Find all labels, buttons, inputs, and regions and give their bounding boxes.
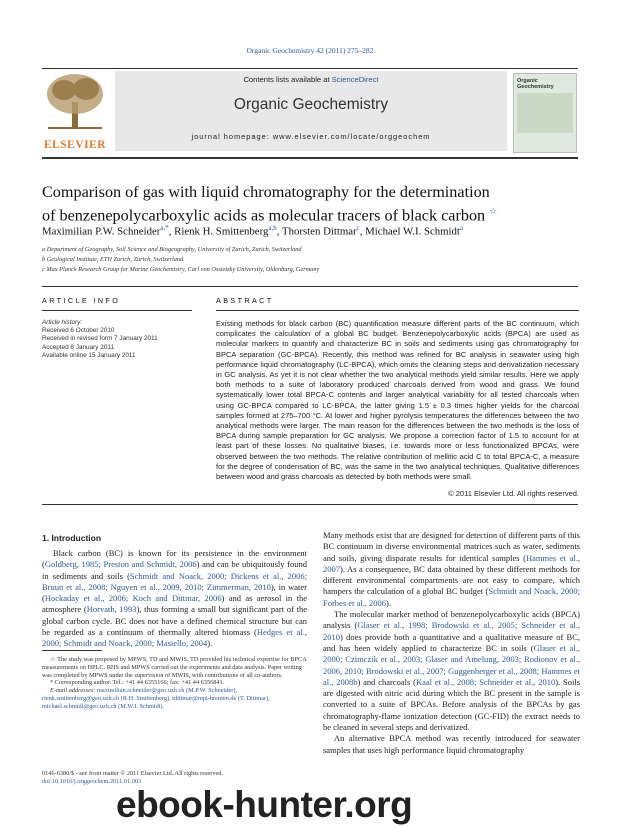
footnote-emails: E-mail addresses: maximilian.schneider@geo.uzh.ch (M.P.W. Schneider), rienk.smittenberg@geo.uzh.ch (R.H. Smittenberg), tdittmar@mpi-bremen.de (T. Dittmar), michael.schmidt@geo.uzh.ch (M.W.I. Schmidt). [42, 687, 270, 710]
citation-link[interactable]: Hedges et al., 2000; Schmidt and Noack, 2000; Masiello, 2004 [42, 627, 308, 649]
history-item: Received in revised form 7 January 2011 [42, 335, 158, 343]
intro-left-column [42, 548, 307, 650]
history-item: Accepted 8 January 2011 [42, 343, 115, 351]
affiliation-b: b Geological Institute, ETH Zurich, Zurich, Switzerland [42, 256, 184, 263]
publisher-logo-text: ELSEVIER [43, 139, 107, 151]
author-affiliation-mark[interactable]: a,* [160, 224, 169, 232]
history-label: Article history: [42, 319, 83, 326]
citation-link[interactable]: Glaser et al., 2000; Czimczik et al., 2003; Glaser and Amelung, 2003; Rodionov et al., 2006, 2010; Brodowski et al., 2007; Guggenberger et al., 2008; Hammes et al., 2008b [323, 642, 581, 687]
tree-icon [42, 72, 108, 132]
footnotes [42, 656, 307, 711]
journal-reference[interactable]: Organic Geochemistry 42 (2011) 275–282 [246, 46, 374, 55]
homepage-prefix: journal homepage: [191, 132, 273, 141]
citation-link[interactable]: Schmidt and Noack, 2000; Dickens et al., 2006; Bruun et al., 2008; Nguyen et al., 2009, 2010; Zimmerman, 2010 [42, 570, 307, 592]
journal-name: Organic Geochemistry [233, 96, 389, 113]
abstract-heading: ABSTRACT [216, 296, 274, 305]
info-divider [42, 310, 192, 311]
cover-image [517, 93, 573, 133]
citation-link[interactable]: Hockaday et al., 2006; Koch and Dittmar, 2006 [44, 593, 222, 604]
author-name: Maximilian P.W. Schneider [42, 225, 161, 238]
title-footnote-mark[interactable]: ☆ [489, 206, 498, 216]
journal-cover-thumbnail [513, 73, 577, 153]
elsevier-logo [42, 72, 108, 152]
issn-line: 0146-6380/$ - see front matter © 2011 Elsevier Ltd. All rights reserved. [42, 770, 223, 777]
history-item: Available online 15 January 2011 [42, 351, 136, 359]
title-line-2: of benzenepolycarboxylic acids as molecular tracers of black carbon ☆ [42, 206, 498, 225]
author-affiliation-mark[interactable]: a,b [268, 224, 277, 232]
intro-paragraph: Black carbon (BC) is known for its persistence in the environment (Goldberg, 1985; Preston and Schmidt, 2006) and can be ubiquitously found in sediments and soils (Schmidt and Noack, 2000; Dickens et al., 2006; Bruun et al., 2008; Nguyen et al., 2009, 2010; Zimmerman, 2010), in water (Hockaday et al., 2006; Koch and Dittmar, 2006) and as aerosol in the atmosphere (Horvath, 1993), thus forming a small but significant part of the global carbon cycle. BC does not have a defined chemical structure but can be regarded as a continuum of thermally altered biomass (Hedges et al., 2000; Schmidt and Noack, 2000; Masiello, 2004). [42, 548, 308, 649]
cover-title: Organic Geochemistry [517, 78, 554, 90]
intro-right-column [323, 530, 580, 756]
author-name: Rienk H. Smittenberg [174, 225, 269, 238]
author-affiliation-mark[interactable]: a [459, 224, 464, 232]
footnote-study: ☆ The study was proposed by MPWS, TD and MWIS. TD provided his technical expertise for BPCA measurements on HPLC. RHS and MPWS carried out the experiments and data analysis. Paper writing was completed by MPWS under the supervision of MWIS, with contributions of all co-authors. [42, 656, 307, 679]
affiliation-a: a Department of Geography, Soil Science and Biogeography, University of Zurich, Zurich, Switzerland [42, 246, 302, 253]
homepage-url[interactable]: www.elsevier.com/locate/orggeochem [272, 132, 431, 141]
abstract-text: Existing methods for black carbon (BC) quantification measure different parts of the BC continuum, which complicates the calculation of a global BC budget. Benzenepolycarboxylic acids (BPCA) are used as molecular markers to quantify and characterize BC in soils and sediments using gas chromatography for BPCA separation (GC-BPCA). Recently, this method was refined for BC analysis in seawater using high performance liquid chromatography (LC-BPCA), which omits the cleaning steps and derivatization necessary in GC analysis. As yet it is not clear whether the two analytical methods yield similar results. Here we apply both methods to a suite of laboratory produced charcoals derived from wood and grass. We found systematically lower total BPCA-C contents and larger analytical variability for all tested charcoals when using GC-BPCA compared to LC-BPCA, the latter giving 1.5 ± 0.3 times higher yields for the charcoal samples formed at 275–700 °C. At lower and higher pyrolysis temperatures the differences between the two analytical methods were larger. The main reason for the differences between the two methods is the loss of BPCA during sample preparation for GC analysis. We propose a correction factor of 1.5 to account for at least part of these losses. No qualitative biases, i.e. towards more or less functionalized BPCAs, were observed between the two methods. The relative contribution of mellitic acid C to total BPCA-C, a measure for the degree of condensation of BC, was the same in the two analytical techniques. Qualitative differences between wood and grass charcoals as detected by both methods were small. [216, 319, 579, 482]
footnote-divider [42, 650, 102, 651]
journal-homepage [115, 132, 507, 141]
sciencedirect-link[interactable]: ScienceDirect [331, 75, 379, 84]
watermark-text: ebook-hunter.org [116, 784, 413, 825]
intro-paragraph: The molecular marker method of benzenepolycarboxylic acids (BPCA) analysis (Glaser et al., 1998; Brodowski et al., 2005; Schneider et al., 2010) does provide both a quantitative and a qualitative measure of BC, and has been widely applied to characterize BC in soils (Glaser et al., 2000; Czimczik et al., 2003; Glaser and Amelung, 2003; Rodionov et al., 2006, 2010; Brodowski et al., 2007; Guggenberger et al., 2008; Hammes et al., 2008b) and charcoals (Kaal et al., 2008; Schneider et al., 2010). Soils are digested with nitric acid during which the BC present in the sample is converted to a suite of BPCAs. Before analysis of the BPCAs by gas chromatography-flame ionization detection (GC-FID) the extract needs to be cleaned in several steps and derivatized. [323, 609, 581, 733]
article-title [42, 183, 582, 225]
abstract-divider [216, 310, 579, 311]
abstract-bottom-divider [42, 504, 578, 505]
article-info-heading: ARTICLE INFO [42, 296, 121, 305]
copyright-line: © 2011 Elsevier Ltd. All rights reserved. [448, 489, 579, 498]
doi-link[interactable]: doi:10.1016/j.orggeochem.2011.01.003 [42, 778, 142, 785]
author-list: Maximilian P.W. Schneider$^{a,*}$, Rienk H. Smittenberg$^{a,b}$, Thorsten Dittmar$^c$, Michael W.I. Schmidt$^a$ [42, 224, 464, 238]
citation-link[interactable]: Kaal et al., 2008; Schneider et al., 2010 [415, 676, 556, 687]
contents-line [115, 75, 507, 84]
intro-paragraph: Many methods exist that are designed for detection of different parts of this BC continuum in diverse environmental matrices such as water, sediments and soils, giving disparate results for identical samples (Hammes et al., 2007). As a consequence, BC data obtained by these different methods for different environmental compartments are not easy to compare, which hampers the calculation of a global BC budget (Schmidt and Noack, 2000; Forbes et al., 2006). [323, 530, 581, 608]
author-name: Thorsten Dittmar [281, 225, 357, 238]
article-history [42, 319, 192, 360]
affiliation-c: c Max Planck Research Group for Marine Geochemistry, Carl von Ossietzky University, Oldenburg, Germany [42, 266, 320, 273]
citation-link[interactable]: Horvath, 1993 [86, 604, 137, 615]
citation-link[interactable]: Schmidt and Noack, 2000; Forbes et al., 2006 [323, 586, 581, 608]
contents-prefix: Contents lists available at [243, 75, 332, 84]
intro-paragraph: An alternative BPCA method was recently introduced for seawater samples that uses high performance liquid chromatography [323, 733, 580, 755]
email-links[interactable]: maximilian.schneider@geo.uzh.ch (M.P.W. Schneider), rienk.smittenberg@geo.uzh.ch (R.H. Smittenberg), tdittmar@mpi-bremen.de (T. Dittmar), michael.schmidt@geo.uzh.ch (M.W.I. Schmidt). [42, 687, 270, 710]
citation-link[interactable]: Glaser et al., 1998; Brodowski et al., 2005; Schneider et al., 2010 [323, 620, 580, 642]
citation-link[interactable]: Hammes et al., 2007 [323, 552, 580, 574]
footnote-corresponding: * Corresponding author. Tel.: +41 44 6355166; fax: +41 44 6356841. [50, 679, 225, 687]
history-item: Received 6 October 2010 [42, 327, 115, 335]
section-heading-introduction: 1. Introduction [42, 533, 102, 543]
author-affiliation-mark[interactable]: c [356, 224, 360, 232]
citation-link[interactable]: Goldberg, 1985; Preston and Schmidt, 2006 [44, 559, 197, 570]
title-line-1: Comparison of gas with liquid chromatography for the determination [42, 183, 490, 201]
section-divider [42, 286, 578, 287]
author-name: Michael W.I. Schmidt [365, 225, 460, 238]
